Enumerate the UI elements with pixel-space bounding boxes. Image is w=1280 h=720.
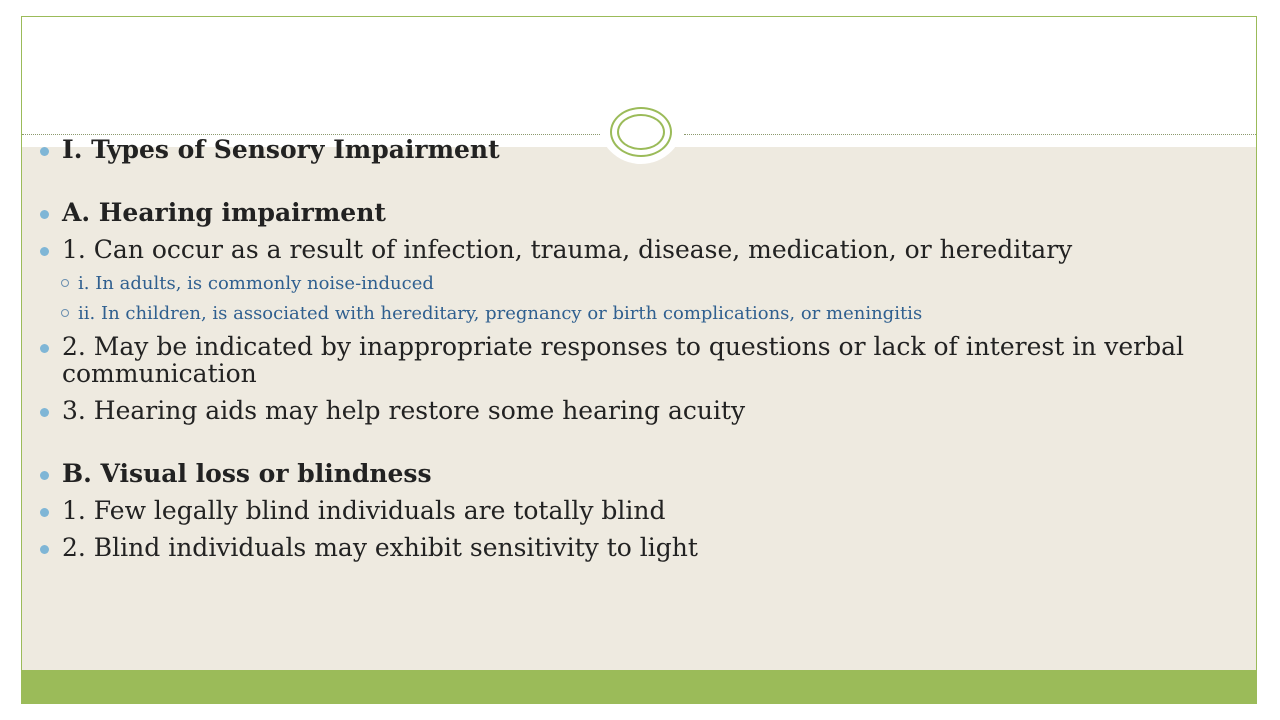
subbullet-children-causes: ii. In children, is associated with hereditary, pregnancy or birth complications, or meningitis (40, 303, 1220, 325)
bullet-light-sensitivity: 2. Blind individuals may exhibit sensitivity to light (40, 534, 1220, 561)
section-heading-types: I. Types of Sensory Impairment (40, 136, 1220, 163)
bullet-legally-blind: 1. Few legally blind individuals are totally blind (40, 497, 1220, 524)
bullet-list (40, 136, 1220, 571)
bullet-hearing-causes: 1. Can occur as a result of infection, trauma, disease, medication, or hereditary (40, 236, 1220, 263)
bullet-hearing-indicators: 2. May be indicated by inappropriate responses to questions or lack of interest in verbal communication (40, 333, 1220, 387)
divider-line-right (684, 134, 1257, 135)
subbullet-adults-noise: i. In adults, is commonly noise-induced (40, 273, 1220, 295)
subheading-hearing-impairment: A. Hearing impairment (40, 199, 1220, 226)
bullet-hearing-aids: 3. Hearing aids may help restore some hearing acuity (40, 397, 1220, 424)
subheading-visual-loss: B. Visual loss or blindness (40, 460, 1220, 487)
footer-bar (22, 670, 1256, 703)
